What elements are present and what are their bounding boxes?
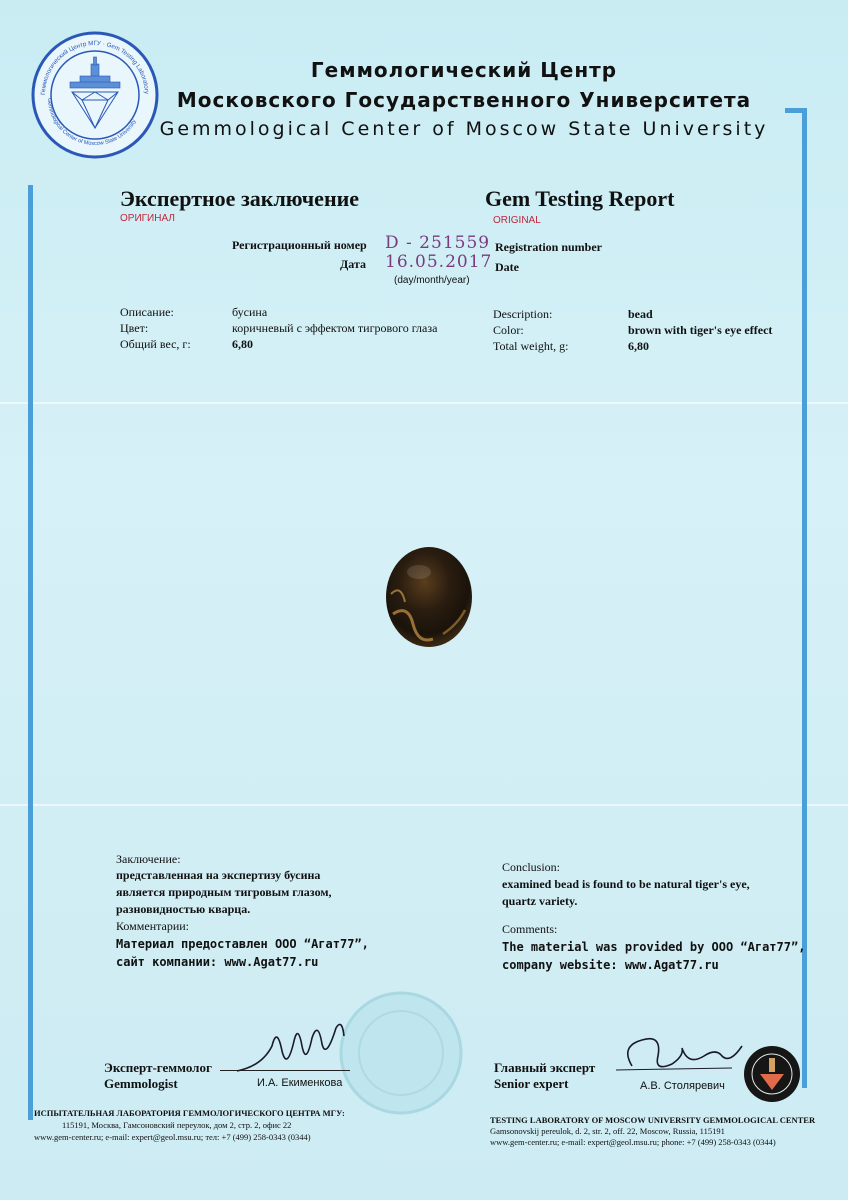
report-title-en: Gem Testing Report (485, 186, 675, 211)
conclusion-line1-ru: представленная на экспертизу бусина (116, 868, 321, 882)
frame-line-left (28, 185, 33, 1120)
report-title-ru: Экспертное заключение (120, 186, 360, 211)
original-stamp-ru: ОРИГИНАЛ (120, 213, 175, 224)
comments-label-ru: Комментарии: (116, 919, 190, 933)
reg-label-ru: Регистрационный номер (232, 238, 367, 252)
color-value-en: brown with tiger's eye effect (628, 323, 773, 337)
comment1-ru: Материал предоставлен ООО “Агат77”, (116, 937, 369, 951)
left-role-ru: Эксперт-геммолог (104, 1060, 212, 1075)
conclusion-label-ru: Заключение: (116, 852, 181, 866)
right-role-en: Senior expert (494, 1076, 569, 1091)
weight-value-ru: 6,80 (232, 337, 253, 351)
header-title-ru-1: Геммологический Центр (310, 58, 618, 82)
desc-label-ru: Описание: (120, 305, 174, 319)
weight-label-en: Total weight, g: (493, 339, 569, 353)
date-format-hint: (day/month/year) (394, 275, 470, 286)
conclusion-label-en: Conclusion: (502, 860, 561, 874)
footer-en-line2: Gamsonovskij pereulok, d. 2, str. 2, off. 22, Moscow, Russia, 115191 (490, 1126, 725, 1136)
paper-fold (0, 402, 848, 404)
color-label-ru: Цвет: (120, 321, 149, 335)
comment2-ru: сайт компании: www.Agat77.ru (116, 955, 319, 969)
seal-text-top: Геммологический Центр МГУ · Gem Testing Laboratory (39, 39, 151, 96)
footer-en-line1: TESTING LABORATORY OF MOSCOW UNIVERSITY GEMMOLOGICAL CENTER (490, 1115, 816, 1125)
comment1-en: The material was provided by ООО “Агат77”, (502, 940, 806, 954)
date-value: 16.05.2017 (385, 252, 493, 272)
right-role-ru: Главный эксперт (494, 1060, 596, 1075)
color-value-ru: коричневый с эффектом тигрового глаза (232, 321, 438, 335)
desc-value-en: bead (628, 307, 653, 321)
original-stamp-en: ORIGINAL (493, 215, 541, 226)
conclusion-line1-en: examined bead is found to be natural tiger's eye, (502, 877, 750, 891)
right-signature (612, 1026, 752, 1082)
left-signature (232, 1016, 352, 1078)
header-title-en: Gemmological Center of Moscow State University (159, 118, 769, 140)
conclusion-line2-en: quartz variety. (502, 894, 578, 908)
comments-label-en: Comments: (502, 922, 558, 936)
date-label-ru: Дата (340, 257, 366, 271)
reg-number: D - 251559 (385, 233, 491, 253)
header-title-ru-2: Московского Государственного Университета (176, 88, 752, 112)
desc-value-ru: бусина (232, 305, 268, 319)
desc-label-en: Description: (493, 307, 553, 321)
weight-label-ru: Общий вес, г: (120, 337, 191, 351)
paper-fold (0, 804, 848, 806)
color-label-en: Color: (493, 323, 524, 337)
conclusion-line3-ru: разновидностью кварца. (116, 902, 251, 916)
footer-ru-line3: www.gem-center.ru; e-mail: expert@geol.msu.ru; тел: +7 (499) 258-0343 (0344) (34, 1132, 311, 1142)
lab-stamp-icon (742, 1044, 802, 1104)
embossed-seal (338, 990, 464, 1116)
footer-ru-line1: ИСПЫТАТЕЛЬНАЯ ЛАБОРАТОРИЯ ГЕММОЛОГИЧЕСКОГО ЦЕНТРА МГУ: (34, 1108, 345, 1118)
left-role-en: Gemmologist (104, 1076, 178, 1091)
seal-text-bottom: Gemmological Center of Moscow State University (45, 97, 138, 148)
footer-ru-line2: 115191, Москва, Гамсоновский переулок, дом 2, стр. 2, офис 22 (62, 1120, 292, 1130)
footer-en-line3: www.gem-center.ru; e-mail: expert@geol.msu.ru; phone: +7 (499) 258-0343 (0344) (490, 1137, 776, 1147)
comment2-en: company website: www.Agat77.ru (502, 958, 719, 972)
right-signer-name: А.В. Столяревич (640, 1080, 725, 1092)
bead-photo (383, 544, 475, 650)
reg-label-en: Registration number (495, 240, 602, 254)
weight-value-en: 6,80 (628, 339, 649, 353)
left-signer-name: И.А. Екименкова (257, 1077, 343, 1089)
date-label-en: Date (495, 260, 519, 274)
conclusion-line2-ru: является природным тигровым глазом, (116, 885, 332, 899)
